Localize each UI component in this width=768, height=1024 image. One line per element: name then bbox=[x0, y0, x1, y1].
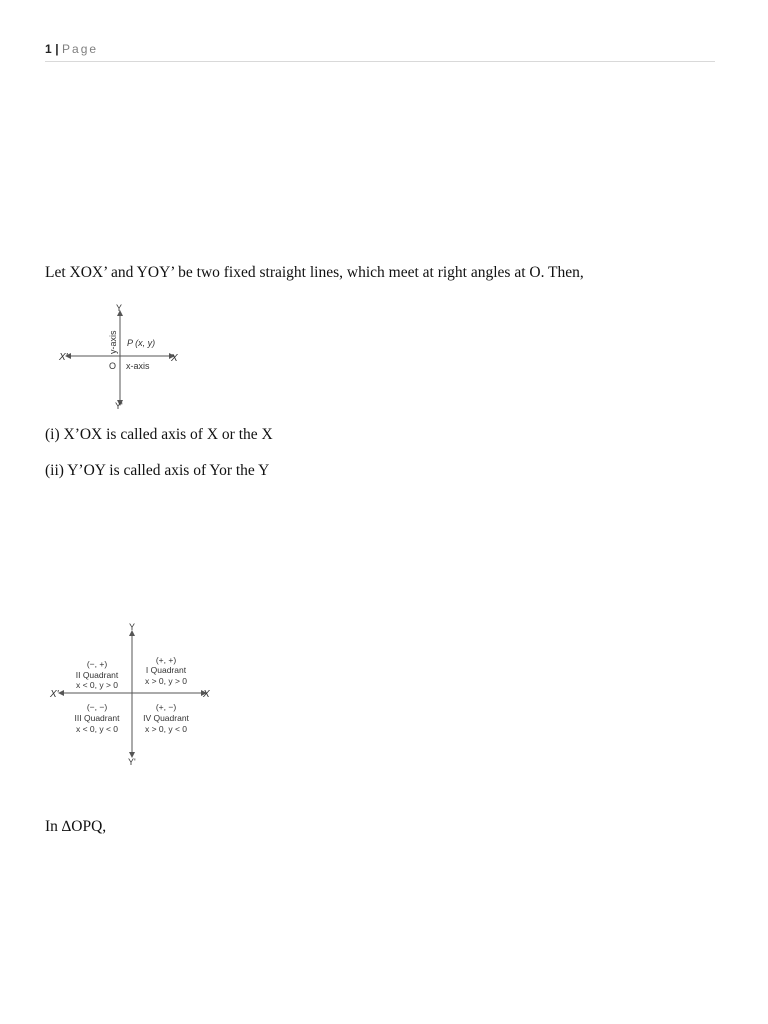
fig1-y-label: Y bbox=[116, 303, 123, 313]
fig2-x-prime-label: X' bbox=[50, 689, 59, 700]
page-separator: | bbox=[55, 42, 60, 56]
fig2-y-prime-label: Y' bbox=[128, 757, 136, 767]
q4-sign: (+, −) bbox=[155, 702, 177, 712]
fig1-x-axis-label: x-axis bbox=[126, 361, 150, 371]
fig1-origin-label: O bbox=[109, 361, 117, 371]
q1-name: I Quadrant bbox=[145, 665, 187, 675]
q2-name: II Quadrant bbox=[75, 670, 119, 680]
q2-condition: x < 0, y > 0 bbox=[75, 680, 119, 690]
axes-figure bbox=[55, 300, 195, 412]
fig2-y-label: Y bbox=[129, 622, 136, 632]
fig2-x-prime-arrow-icon bbox=[58, 690, 64, 696]
page-word: Page bbox=[62, 42, 99, 56]
quadrant-3 bbox=[75, 702, 121, 734]
quadrant-2 bbox=[76, 659, 119, 690]
q2-sign: (−, +) bbox=[86, 659, 108, 669]
fig1-y-axis-label: y-axis bbox=[108, 330, 118, 354]
triangle-paragraph: In ∆OPQ, bbox=[45, 818, 107, 835]
q3-sign: (−, −) bbox=[86, 702, 108, 712]
q1-condition: x > 0, y > 0 bbox=[144, 676, 188, 686]
fig1-x-prime-label: X' bbox=[59, 352, 68, 363]
fig2-x-label: X bbox=[203, 689, 210, 700]
intro-paragraph: Let XOX’ and YOY’ be two fixed straight lines, which meet at right angles at O. Then, bbox=[45, 264, 584, 281]
quadrant-4 bbox=[143, 702, 189, 734]
item-2: (ii) Y’OY is called axis of Yor the Y bbox=[45, 462, 270, 479]
q3-name: III Quadrant bbox=[74, 713, 120, 723]
fig1-y-prime-label: Y' bbox=[115, 401, 123, 411]
page-number: 1 bbox=[45, 42, 53, 56]
item-1: (i) X’OX is called axis of X or the X bbox=[45, 426, 273, 443]
page-header bbox=[45, 42, 715, 62]
q1-sign: (+, +) bbox=[155, 655, 177, 665]
fig1-point-label: P (x, y) bbox=[127, 338, 156, 348]
quadrants-figure bbox=[45, 620, 225, 770]
q3-condition: x < 0, y < 0 bbox=[75, 724, 119, 734]
q4-condition: x > 0, y < 0 bbox=[144, 724, 188, 734]
q4-name: IV Quadrant bbox=[143, 713, 189, 723]
fig1-x-label: X bbox=[171, 353, 178, 364]
quadrant-1 bbox=[145, 655, 187, 686]
